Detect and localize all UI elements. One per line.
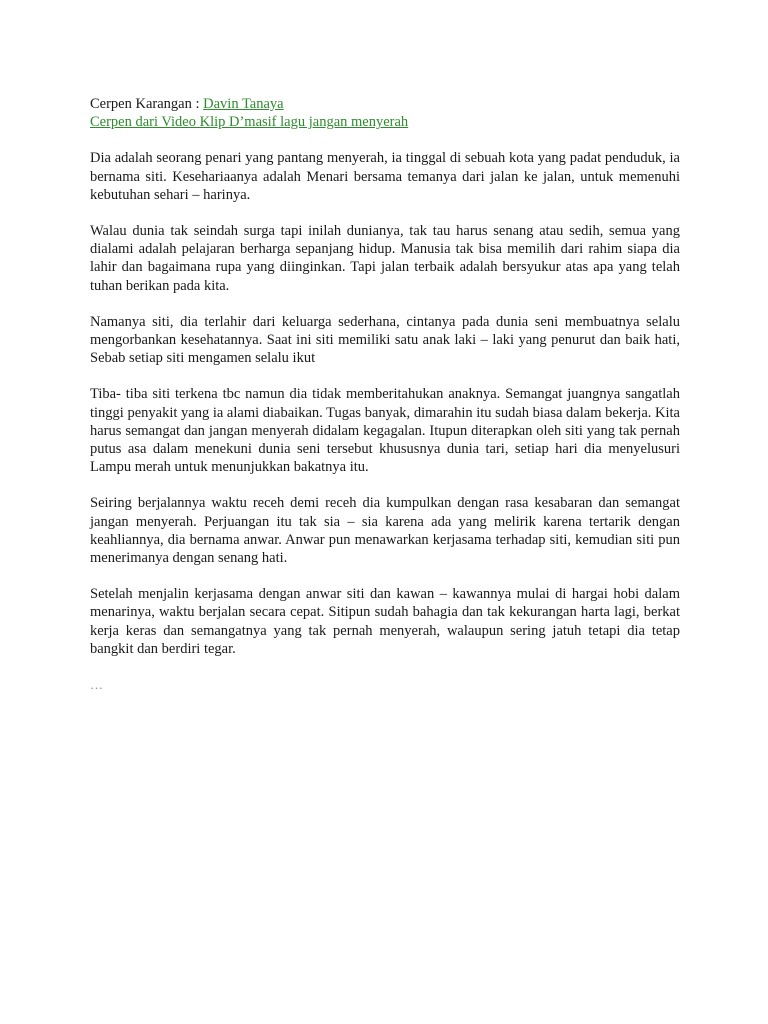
author-line (90, 95, 680, 113)
paragraph-6: Setelah menjalin kerjasama dengan anwar siti dan kawan – kawannya mulai di hargai hobi dalam menarinya, waktu berjalan secara cepat. Sitipun sudah bahagia dan tak kekurangan harta lagi, berkat kerja keras dan semangatnya yang tak pernah menyerah, walaupun sering jatuh tetapi dia tetap bangkit dan berdiri tegar. (90, 586, 680, 657)
paragraph-4: Tiba- tiba siti terkena tbc namun dia tidak memberitahukan anaknya. Semangat juangnya sangatlah tinggi penyakit yang ia alami diabaikan. Tugas banyak, dimarahin itu sudah biasa dalam bekerja. Kita harus semangat dan jangan menyerah didalam kegagalan. Itupun diterapkan oleh siti yang tak pernah putus asa dalam menekuni dunia seni tersebut khususnya dunia tari, setiap hari dia menyelusuri Lampu merah untuk menunjukkan bakatnya itu. (90, 386, 680, 476)
paragraph-5: Seiring berjalannya waktu receh demi receh dia kumpulkan dengan rasa kesabaran dan semangat jangan menyerah. Perjuangan itu tak sia – sia karena ada yang melirik karena tertarik dengan keahliannya, dia bernama anwar. Anwar pun menawarkan kerjasama terhadap siti, kemudian siti pun menerimanya dengan senang hati. (90, 495, 680, 567)
document-page (90, 95, 680, 694)
author-prefix: Cerpen Karangan : (90, 96, 204, 112)
paragraph-3: Namanya siti, dia terlahir dari keluarga sederhana, cintanya pada dunia seni membuatnya selalu mengorbankan kesehatannya. Saat ini siti memiliki satu anak laki – laki yang penurut dan baik hati, Sebab setiap siti mengamen selalu ikut (90, 313, 680, 367)
author-name-link[interactable]: Davin Tanaya (203, 96, 284, 112)
paragraph-2: Walau dunia tak seindah surga tapi inilah dunianya, tak tau harus senang atau sedih, semua yang dialami adalah pelajaran berharga sepanjang hidup. Manusia tak bisa memilih dari rahim siapa dia lahir dan bagaimana rupa yang diinginkan. Tapi jalan terbaik adalah bersyukur atas apa yang telah tuhan berikan pada kita. (90, 223, 680, 294)
subtitle-line (90, 113, 680, 131)
subtitle-link[interactable]: Cerpen dari Video Klip D’masif lagu jangan menyerah (90, 114, 409, 131)
continuation-ellipsis: … (90, 677, 103, 693)
paragraph-1: Dia adalah seorang penari yang pantang menyerah, ia tinggal di sebuah kota yang padat penduduk, ia bernama siti. Kesehariaanya adalah Menari bersama temanya dari jalan ke jalan, untuk memenuhi kebutuhan sehari – harinya. (90, 150, 680, 203)
